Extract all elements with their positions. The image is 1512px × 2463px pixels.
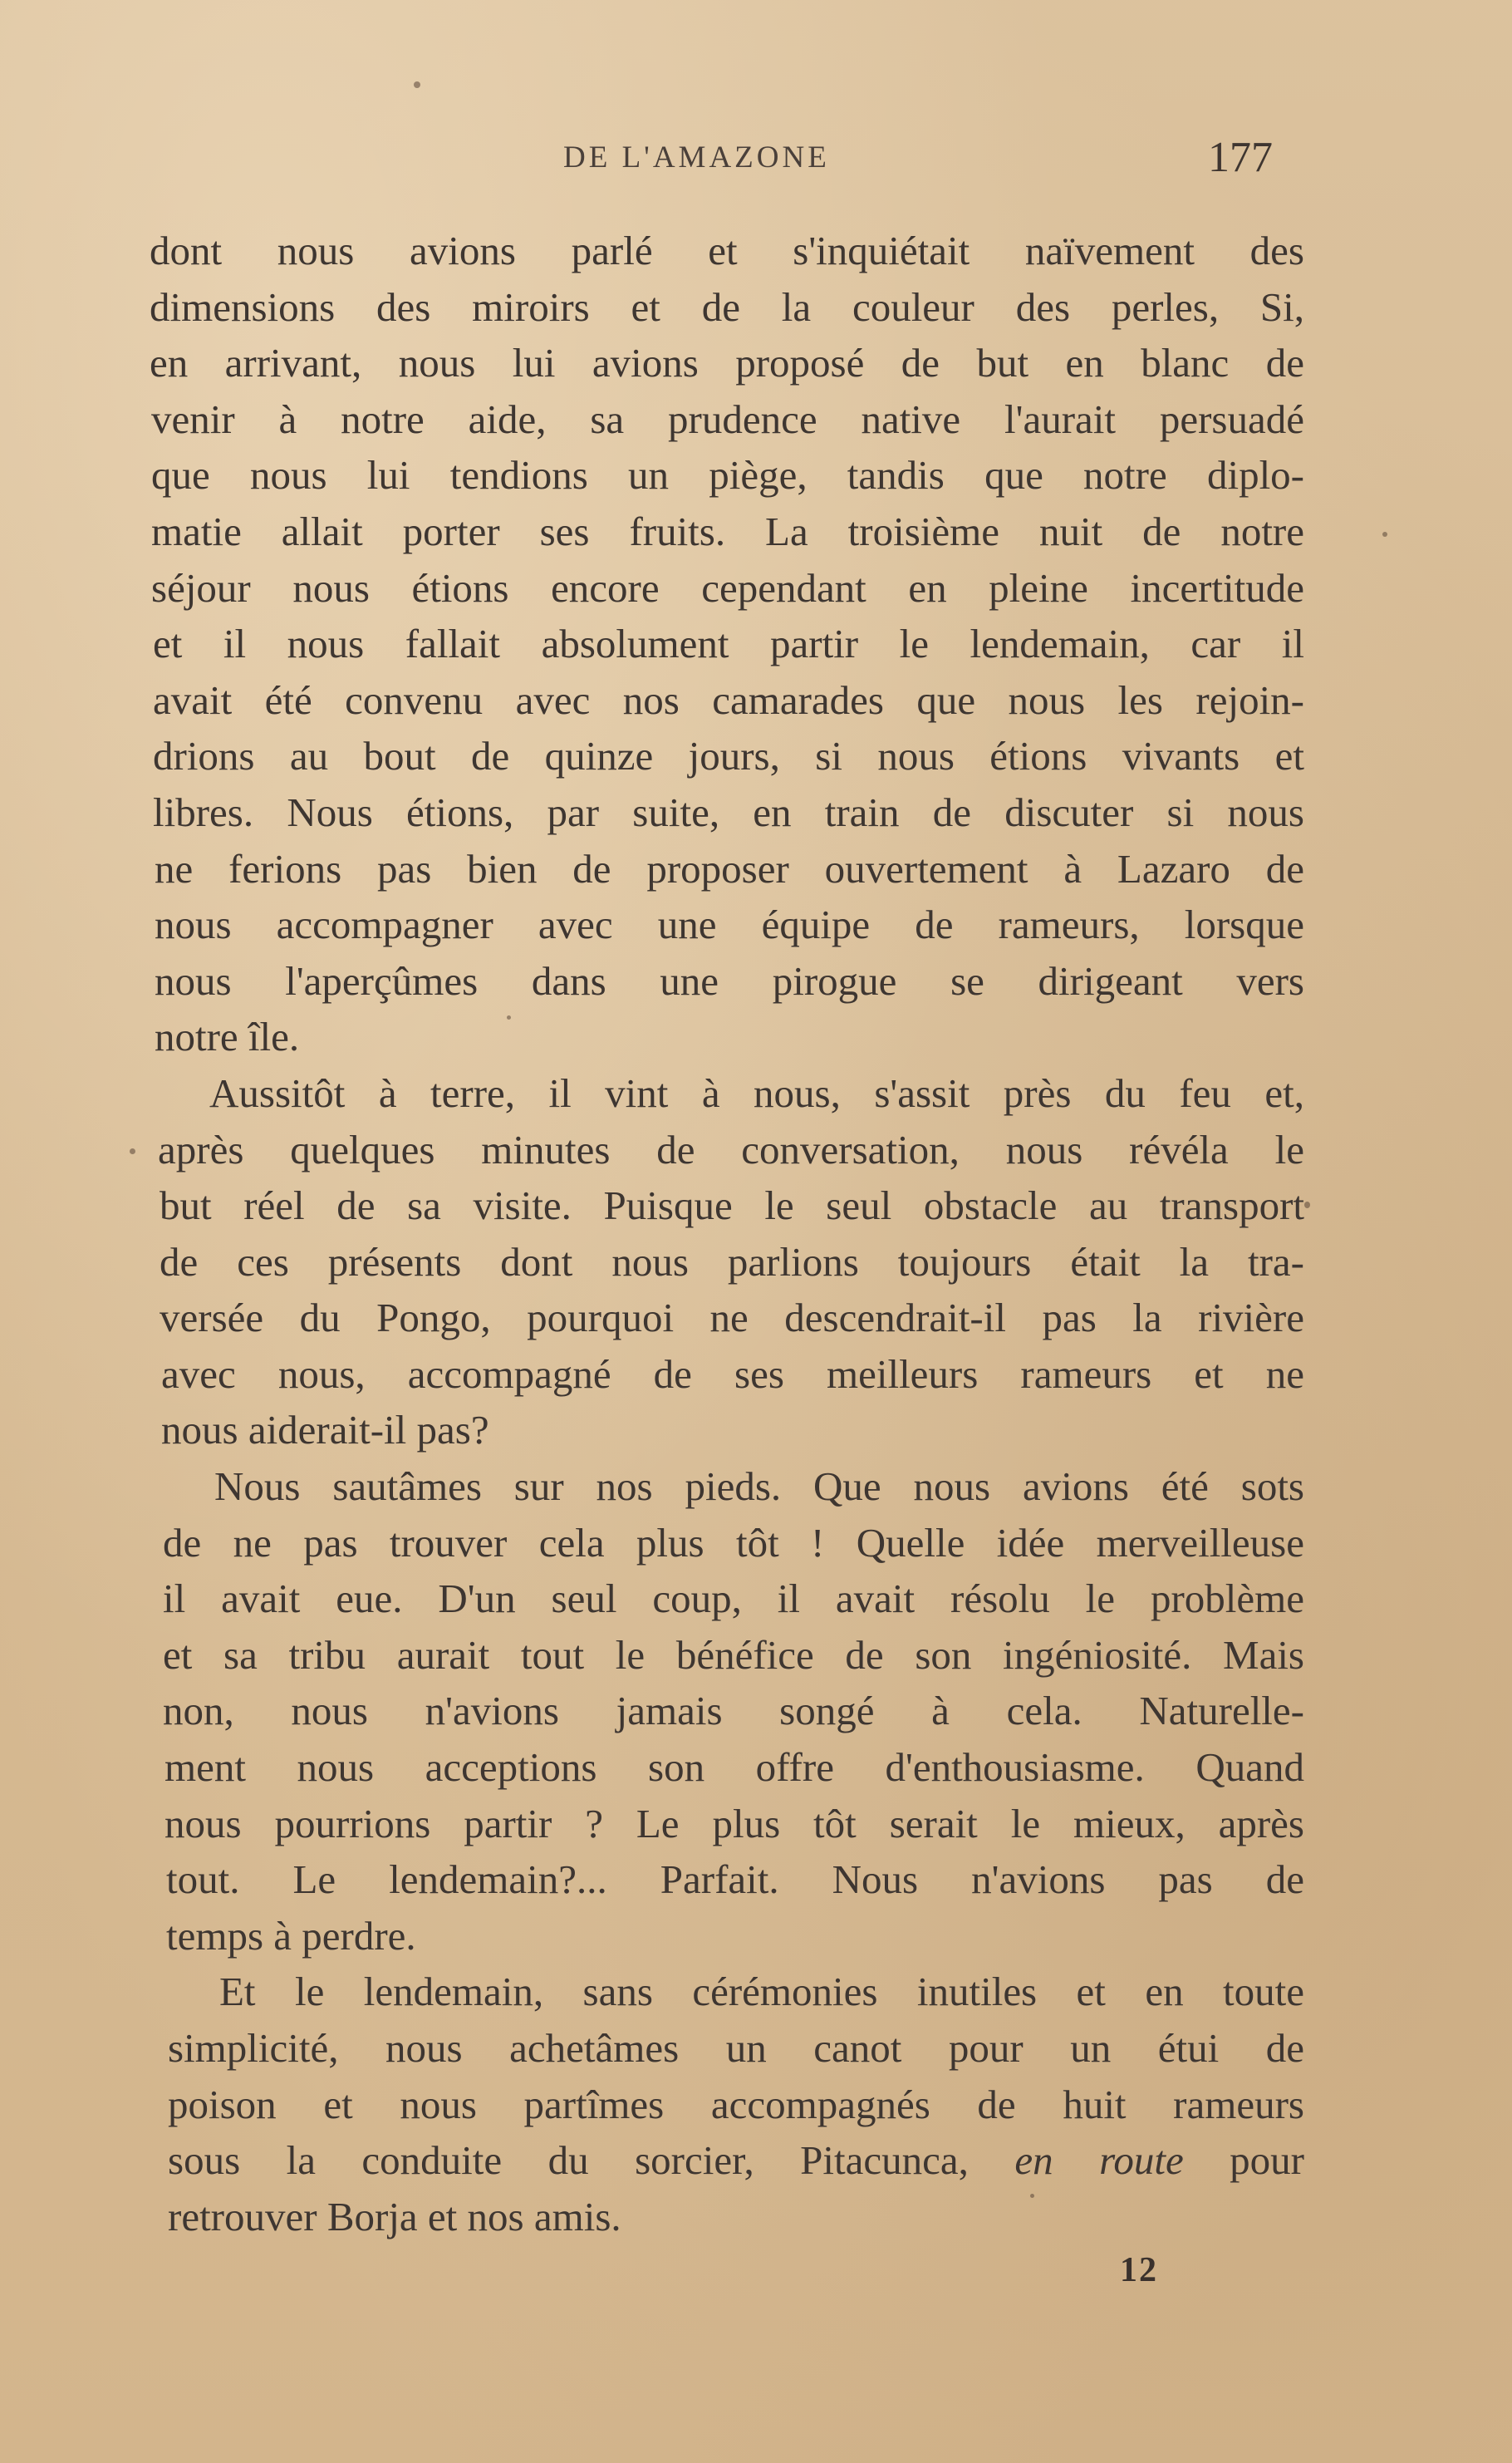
text-line: notre île. <box>155 1014 300 1060</box>
text-line: retrouver Borja et nos amis. <box>168 2193 621 2239</box>
text-line: séjour nous étions encore cependant en pleine incertitude <box>151 564 1304 611</box>
text-line: de ces présents dont nous parlions toujours était la tra- <box>160 1238 1304 1285</box>
text-line: libres. Nous étions, par suite, en train de discuter si nous <box>153 789 1304 835</box>
text-line: Aussitôt à terre, il vint à nous, s'assit près du feu et, <box>209 1069 1304 1116</box>
text-line: venir à notre aide, sa prudence native l'aurait persuadé <box>151 396 1304 442</box>
text-line: but réel de sa visite. Puisque le seul obstacle au transport <box>160 1182 1304 1229</box>
text-line: et il nous fallait absolument partir le lendemain, car il <box>153 621 1304 667</box>
text-line-start: sous la conduite du sorcier, Pitacunca, <box>168 2137 969 2184</box>
text-line: après quelques minutes de conversation, nous révéla le <box>158 1126 1304 1173</box>
paper-speck <box>130 1148 135 1154</box>
text-line: il avait eue. D'un seul coup, il avait résolu le problème <box>163 1576 1304 1622</box>
text-line: ment nous acceptions son offre d'enthousiasme. Quand <box>164 1744 1304 1791</box>
paper-speck <box>1304 1202 1310 1208</box>
signature-mark: 12 <box>1120 2251 1158 2289</box>
text-line: matie allait porter ses fruits. La troisième nuit de notre <box>151 508 1304 554</box>
text-line: tout. Le lendemain?... Parfait. Nous n'avions pas de <box>166 1856 1304 1903</box>
paper-speck <box>1030 2194 1034 2198</box>
paper-speck <box>414 81 420 88</box>
text-line: non, nous n'avions jamais songé à cela. Naturelle- <box>163 1688 1304 1734</box>
running-head: DE L'AMAZONE <box>563 140 830 175</box>
text-line: temps à perdre. <box>166 1912 416 1959</box>
text-line: ne ferions pas bien de proposer ouvertement à Lazaro de <box>155 845 1304 892</box>
paper-speck <box>507 1015 511 1020</box>
text-line: avait été convenu avec nos camarades que nous les rejoin- <box>153 676 1304 723</box>
text-line: nous aiderait-il pas? <box>161 1407 489 1453</box>
text-line-end: pour <box>1230 2137 1304 2184</box>
text-line: drions au bout de quinze jours, si nous étions vivants et <box>153 733 1304 779</box>
paper-speck <box>1382 532 1387 537</box>
text-line: nous pourrions partir ? Le plus tôt serait le mieux, après <box>164 1800 1304 1846</box>
text-line: poison et nous partîmes accompagnés de huit rameurs <box>168 2081 1304 2127</box>
text-line: en arrivant, nous lui avions proposé de but en blanc de <box>150 340 1304 386</box>
page-number: 177 <box>1208 134 1273 181</box>
text-line: de ne pas trouver cela plus tôt ! Quelle idée merveilleuse <box>163 1519 1304 1566</box>
text-line: versée du Pongo, pourquoi ne descendrait-il pas la rivière <box>160 1295 1304 1341</box>
text-line: avec nous, accompagné de ses meilleurs rameurs et ne <box>161 1350 1304 1397</box>
italic-phrase: en route <box>1014 2137 1184 2184</box>
text-line: nous l'aperçûmes dans une pirogue se dirigeant vers <box>155 957 1304 1004</box>
text-line: Et le lendemain, sans cérémonies inutiles et en toute <box>219 1969 1304 2015</box>
text-line: et sa tribu aurait tout le bénéfice de son ingéniosité. Mais <box>163 1631 1304 1678</box>
text-line: nous accompagner avec une équipe de rameurs, lorsque <box>155 902 1304 948</box>
text-line: que nous lui tendions un piège, tandis que notre diplo- <box>151 452 1304 499</box>
text-line-with-italic <box>168 2132 1304 2189</box>
text-line: Nous sautâmes sur nos pieds. Que nous avions été sots <box>214 1463 1304 1510</box>
body-text <box>150 223 1304 2244</box>
text-line: dimensions des miroirs et de la couleur des perles, Si, <box>150 283 1304 330</box>
text-line: simplicité, nous achetâmes un canot pour un étui de <box>168 2025 1304 2071</box>
text-line: dont nous avions parlé et s'inquiétait naïvement des <box>150 228 1304 273</box>
